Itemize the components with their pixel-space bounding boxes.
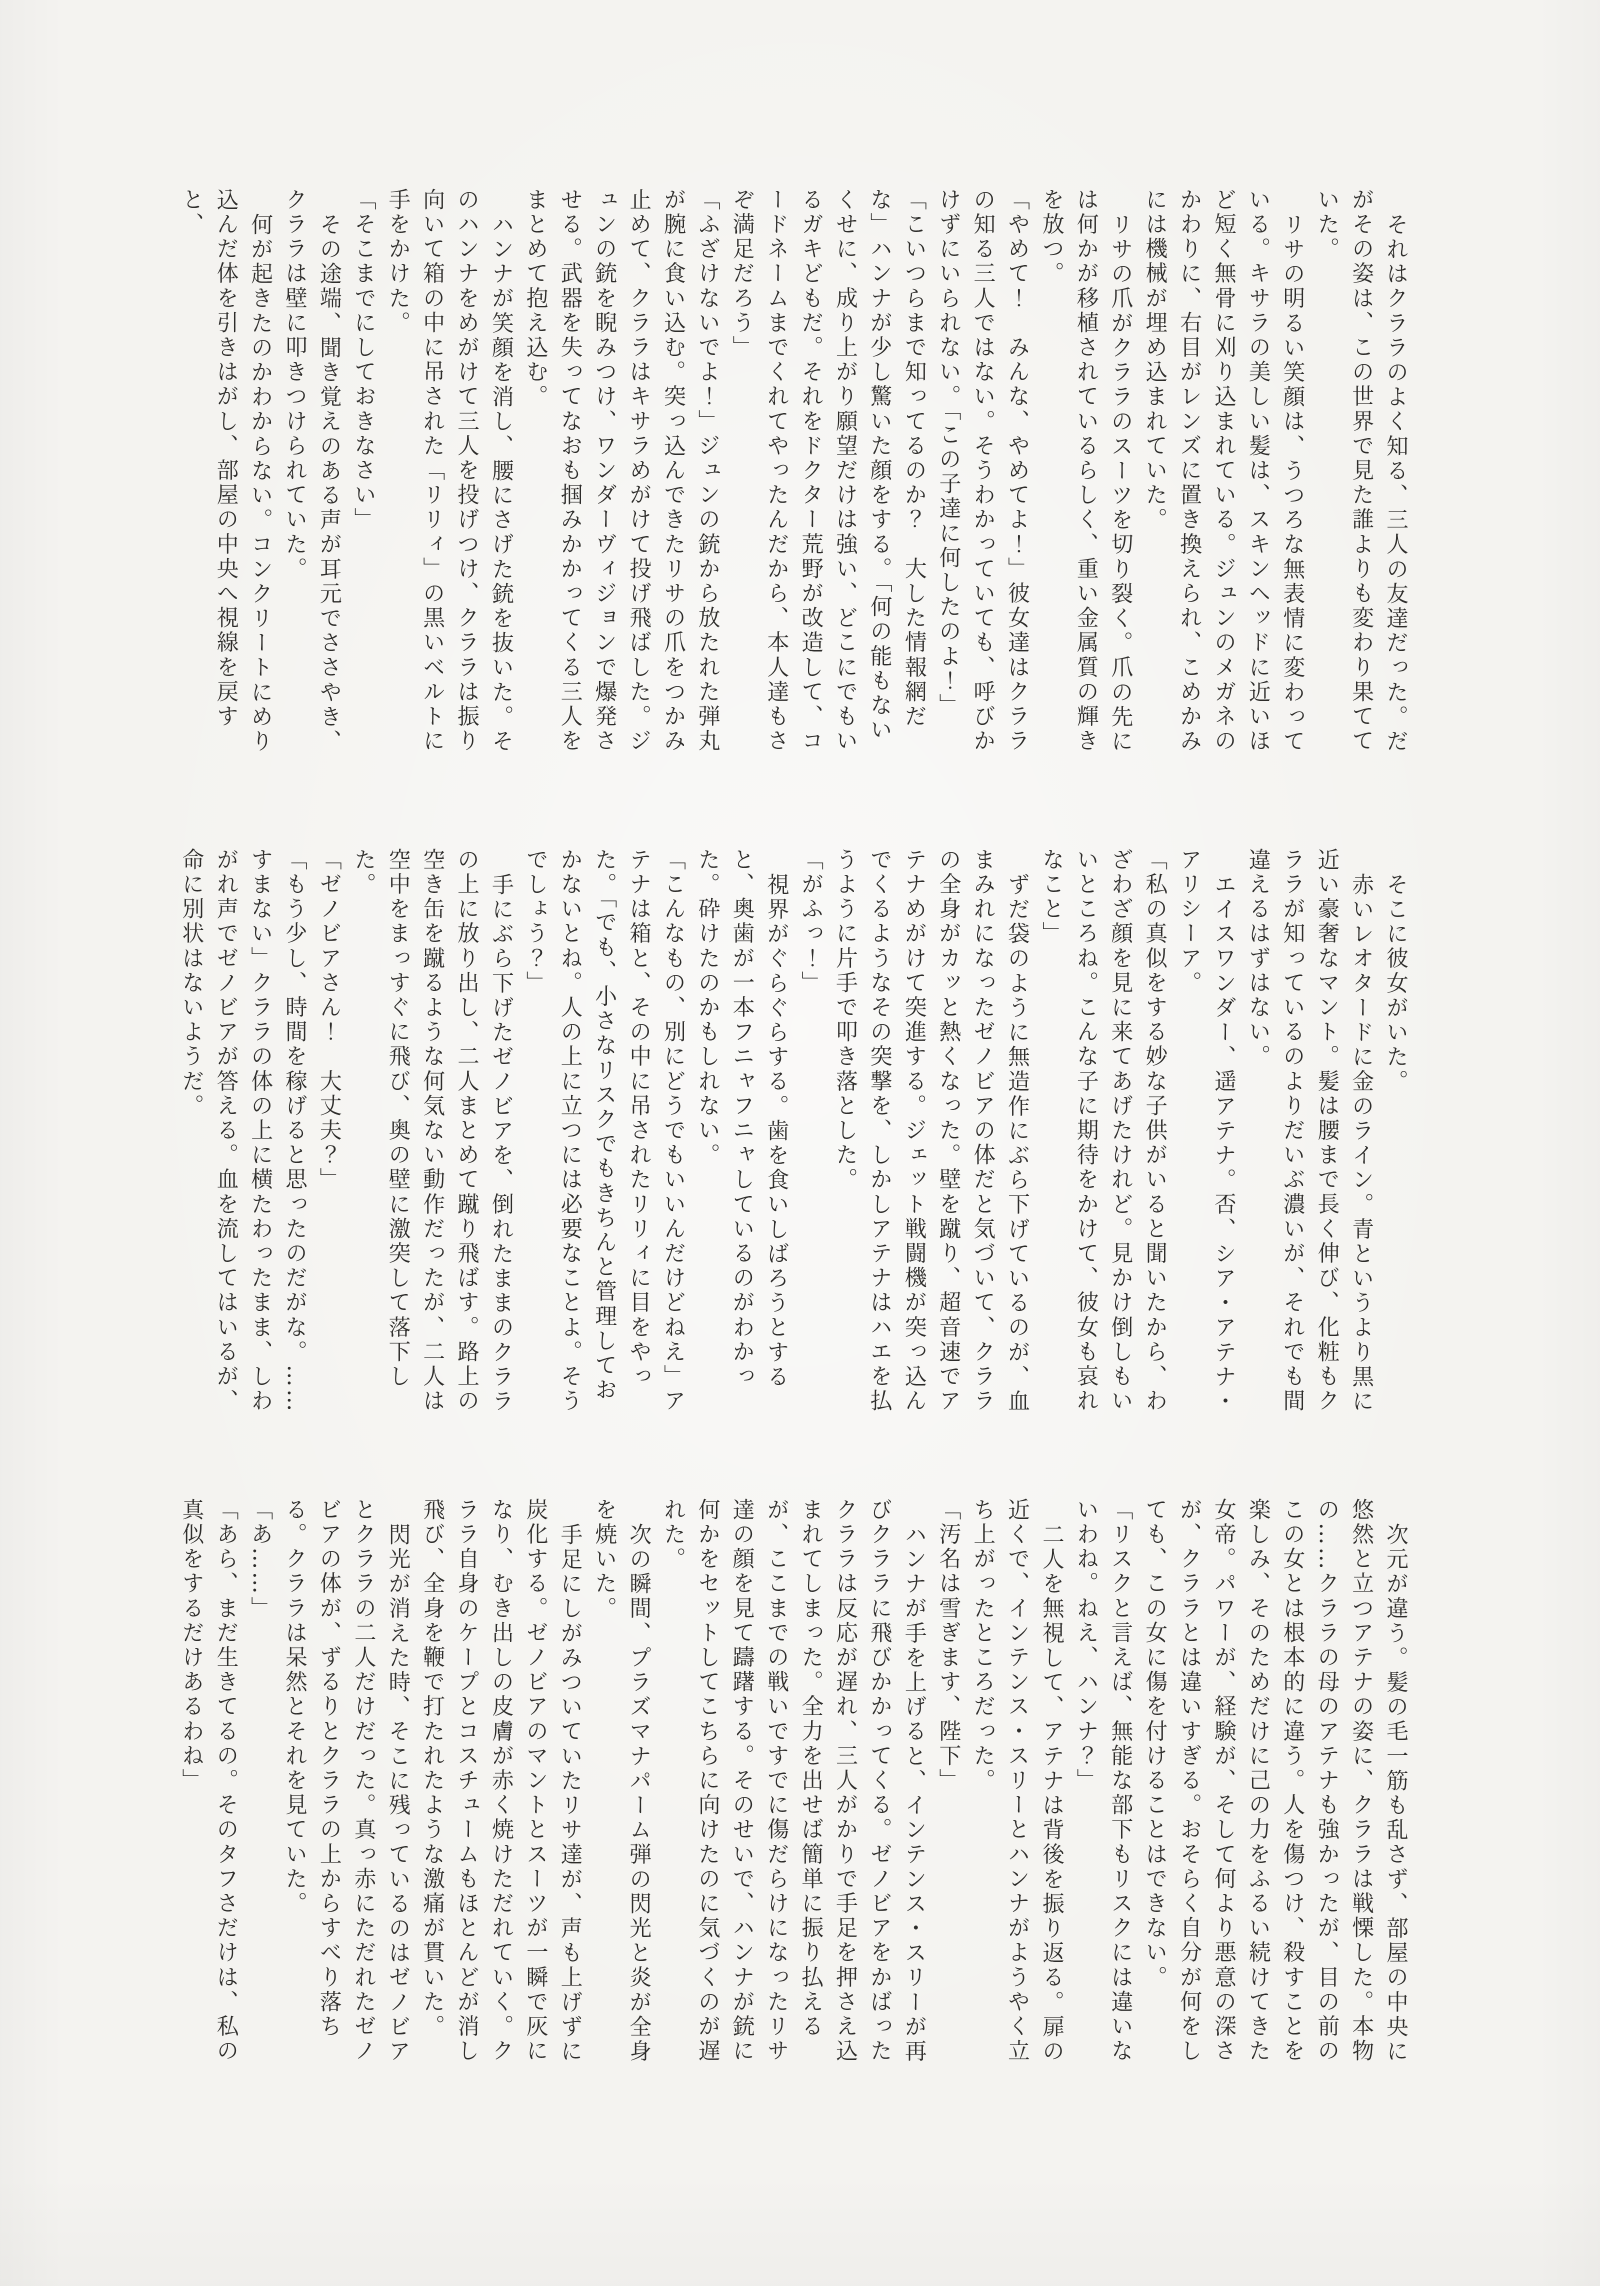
paragraph: 「そこまでにしておきなさい」: [350, 188, 376, 533]
paragraph: 手足にしがみついていたリサ達が、声も上げずに炭化する。ゼノビアのマントとスーツが一瞬で灰になり、むき出しの皮膚が赤く焼けただれていく。クララ自身のケープとコスチュームもほとんどが消し飛び、全身を鞭で打たれたような激痛が貫いた。: [419, 1498, 583, 2064]
paragraph: 「私の真似をする妙な子供がいると聞いたから、わざわざ顔を見に来てあげたけれど。見かけ倒しもいいところね。こんな子に期待をかけて、彼女も哀れなこと」: [1038, 848, 1168, 1414]
paragraph: 「やめて！ みんな、やめてよ！」彼女達はクララの知る三人ではない。そうわかっていても、呼びかけずにいられない。「この子達に何したのよ！」: [935, 188, 1030, 754]
paragraph: 手にぶら下げたゼノビアを、倒れたままのクララの上に放り出し、二人まとめて蹴り飛ばす。路上の空き缶を蹴るような何気ない動作だったが、二人は空中をまっすぐに飛び、奥の壁に激突して落下した。: [350, 848, 514, 1414]
paragraph: 「ゼノビアさん！ 大丈夫？」: [316, 848, 342, 1193]
paragraph: 何が起きたのかわからない。コンクリートにめり込んだ体を引きはがし、部屋の中央へ視線を戻すと、: [178, 188, 273, 754]
text-block-1: [173, 188, 1412, 756]
paragraph: 二人を無視して、アテナは背後を振り返る。扉の近くで、インテンス・スリーとハンナがようやく立ち上がったところだった。: [970, 1498, 1064, 2064]
paragraph: 「ふざけないでよ！」ジュンの銃から放たれた弾丸が腕に食い込む。突っ込んできたリサの爪をつかみ止めて、クララはキサラめがけて投げ飛ばした。ジュンの銃を睨みつけ、ワンダーヴィジョンで爆発させる。武器を失ってなおも掴みかかってくる三人をまとめて抱え込む。: [522, 188, 720, 754]
text-block-2: [173, 848, 1412, 1416]
paragraph: 次元が違う。髪の毛一筋も乱さず、部屋の中央に悠然と立つアテナの姿に、クララは戦慄した。本物の……クララの母のアテナも強かったが、目の前のこの女とは根本的に違う。人を傷つけ、殺すことを楽しみ、そのためだけに己の力をふるい続けてきた女帝。パワーが、経験が、そして何より悪意の深さが、クララとは違いすぎる。おそらく自分が何をしても、この女に傷を付けることはできない。: [1142, 1498, 1408, 2064]
paragraph: 視界がぐらぐらする。歯を食いしばろうとすると、奥歯が一本フニャフニャしているのがわかった。砕けたのかもしれない。: [694, 848, 789, 1390]
paragraph: ハンナが手を上げると、インテンス・スリーが再びクララに飛びかかってくる。ゼノビアをかばったクララは反応が遅れ、三人がかりで手足を押さえ込まれてしまった。全力を出せば簡単に振り払えるが、ここまでの戦いですでに傷だらけになったリサ達の顔を見て躊躇する。そのせいで、ハンナが銃に何かをセットしてこちらに向けたのに気づくのが遅れた。: [660, 1498, 927, 2064]
paragraph: ハンナが笑顔を消し、腰にさげた銃を抜いた。そのハンナをめがけて三人を投げつけ、クララは振り向いて箱の中に吊された「リリィ」の黒いベルトに手をかけた。: [385, 188, 514, 754]
paragraph: そこに彼女がいた。: [1383, 872, 1408, 1095]
paragraph: リサの明るい笑顔は、うつろな無表情に変わっている。キサラの美しい髪は、スキンヘッドに近いほど短く無骨に刈り込まれている。ジュンのメガネのかわりに、右目がレンズに置き換えられ、こめかみには機械が埋め込まれていた。: [1142, 188, 1305, 754]
paragraph: リサの爪がクララのスーツを切り裂く。爪の先には何かが移植されているらしく、重い金属質の輝きを放つ。: [1038, 188, 1133, 754]
paragraph: 赤いレオタードに金のライン。青というより黒に近い豪奢なマント。髪は腰まで長く伸び、化粧もクララが知っているのよりだいぶ濃いが、それでも間違えるはずはない。: [1245, 848, 1374, 1414]
paragraph: その途端、聞き覚えのある声が耳元でささやき、クララは壁に叩きつけられていた。: [282, 188, 342, 754]
paragraph: 「こんなもの、別にどうでもいいんだけどねえ」アテナは箱と、その中に吊されたリリィに目をやった。「でも、小さなリスクでもきちんと管理しておかないとね。人の上に立つには必要なことよ。そうでしょう？」: [522, 848, 686, 1414]
paragraph: 「こいつらまで知ってるのか？ 大した情報網だな」ハンナが少し驚いた顔をする。「何の能もないくせに、成り上がり願望だけは強い、どこにでもいるガキどもだ。それをドクター荒野が改造して、コードネームまでくれてやったんだから、本人達もさぞ満足だろう」: [729, 188, 927, 754]
paragraph: 「がふっ！」: [798, 848, 824, 996]
paragraph: 閃光が消えた時、そこに残っているのはゼノビアとクララの二人だけだった。真っ赤にただれたゼノビアの体が、ずるりとクララの上からすべり落ちる。クララは呆然とそれを見ていた。: [282, 1498, 411, 2064]
paragraph: 「あ……」: [247, 1498, 273, 1621]
paragraph: 「もう少し、時間を稼げると思ったのだがな。……すまない」クララの体の上に横たわったまま、しわがれ声でゼノビアが答える。血を流してはいるが、命に別状はないようだ。: [178, 848, 307, 1414]
paragraph: 次の瞬間、プラズマナパーム弾の閃光と炎が全身を焼いた。: [591, 1498, 652, 2064]
paragraph: 「リスクと言えば、無能な部下もリスクには違いないわね。ねえ、ハンナ？」: [1073, 1498, 1133, 2064]
paragraph: それはクララのよく知る、三人の友達だった。だがその姿は、この世界で見た誰よりも変わり果てていた。: [1314, 188, 1408, 754]
text-block-3: [173, 1498, 1412, 2066]
paragraph: エイスワンダー、遥アテナ。否、シア・アテナ・アリシーア。: [1176, 848, 1236, 1414]
paragraph: 「汚名は雪ぎます、陛下」: [935, 1498, 961, 1794]
paragraph: ずだ袋のように無造作にぶら下げているのが、血まみれになったゼノビアの体だと気づいて、クララの全身がカッと熱くなった。壁を蹴り、超音速でアテナめがけて突進する。ジェット戦闘機が突っ込んでくるようなその突撃を、しかしアテナはハエを払うように片手で叩き落とした。: [832, 848, 1030, 1414]
paragraph: 「あら、まだ生きてるの。そのタフさだけは、私の真似をするだけあるわね」: [178, 1498, 239, 2064]
